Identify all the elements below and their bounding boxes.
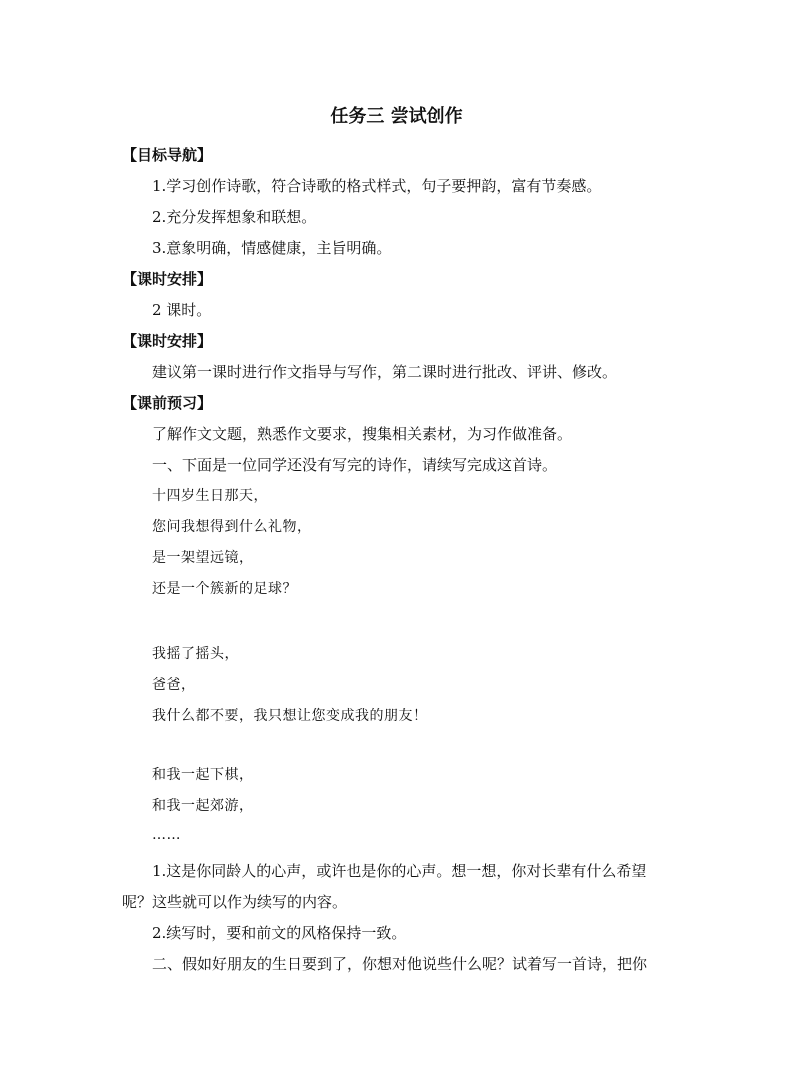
hours-text: 2 课时。 bbox=[152, 301, 212, 319]
section-heading-preview: 【课前预习】 bbox=[122, 394, 213, 412]
poem-line: 我什么都不要，我只想让您变成我的朋友！ bbox=[152, 708, 428, 724]
tip-2: 2.续写时，要和前文的风格保持一致。 bbox=[152, 924, 407, 942]
page-title: 任务三 尝试创作 bbox=[330, 106, 463, 127]
poem-line: 我摇了摇头， bbox=[152, 646, 239, 662]
poem-line: 爸爸， bbox=[152, 677, 196, 693]
section-heading-goals: 【目标导航】 bbox=[122, 146, 213, 164]
goal-item: 3.意象明确，情感健康，主旨明确。 bbox=[152, 239, 392, 257]
preview-intro: 了解作文文题，熟悉作文要求，搜集相关素材，为习作做准备。 bbox=[152, 425, 573, 443]
goal-item: 2.充分发挥想象和联想。 bbox=[152, 208, 317, 226]
poem-line: 十四岁生日那天， bbox=[152, 488, 268, 504]
section-heading-hours: 【课时安排】 bbox=[122, 270, 213, 288]
section-heading-plan: 【课时安排】 bbox=[122, 332, 213, 350]
goal-item: 1.学习创作诗歌，符合诗歌的格式样式，句子要押韵，富有节奏感。 bbox=[152, 177, 602, 195]
tip-1-continued: 呢？这些就可以作为续写的内容。 bbox=[122, 893, 348, 911]
plan-text: 建议第一课时进行作文指导与写作，第二课时进行批改、评讲、修改。 bbox=[152, 363, 618, 381]
poem-line: 您问我想得到什么礼物， bbox=[152, 519, 312, 535]
poem-ellipsis: …… bbox=[152, 827, 181, 843]
poem-line: 和我一起郊游， bbox=[152, 798, 254, 814]
poem-line: 是一架望远镜， bbox=[152, 550, 254, 566]
poem-line: 和我一起下棋， bbox=[152, 767, 254, 783]
task-2: 二、假如好朋友的生日要到了，你想对他说些什么呢？试着写一首诗，把你 bbox=[152, 955, 648, 973]
poem-line: 还是一个簇新的足球？ bbox=[152, 581, 297, 597]
tip-1: 1.这是你同龄人的心声，或许也是你的心声。想一想，你对长辈有什么希望 bbox=[152, 862, 647, 880]
task-1: 一、下面是一位同学还没有写完的诗作，请续写完成这首诗。 bbox=[152, 456, 558, 474]
